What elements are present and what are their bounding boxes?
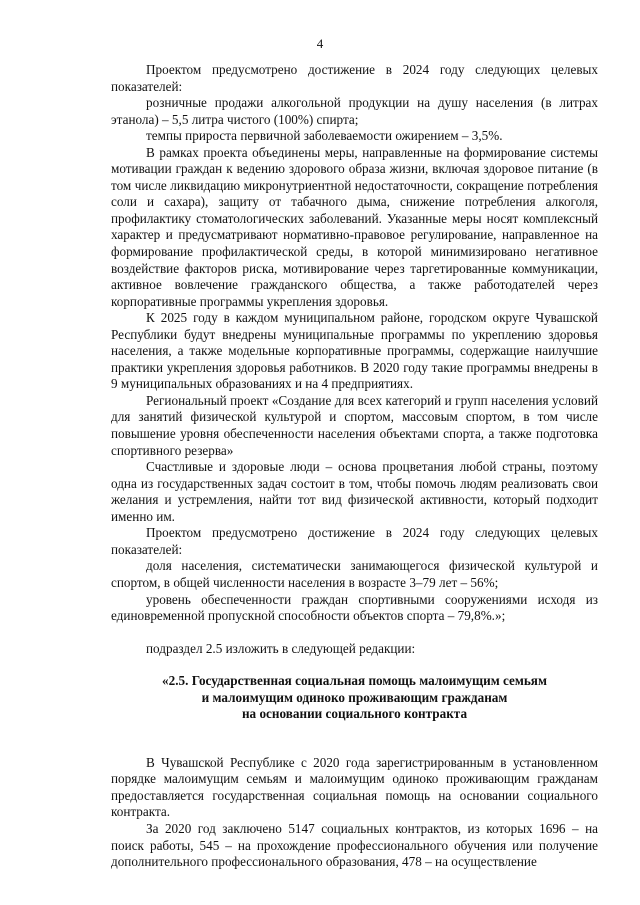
page-number: 4: [316, 36, 324, 51]
paragraph-sport-project: Региональный проект «Создание для всех категорий и групп населения условий для занятий физической культурой и спортом, массовым спортом, в том числе повышение уровня обеспеченности населения объектами спорта, а также подготовка спортивного резерва»: [111, 392, 598, 458]
paragraph-obesity-rate: темпы прироста первичной заболеваемости ожирением – 3,5%.: [146, 128, 503, 144]
paragraph-sport-share: доля населения, систематически занимающегося физической культурой и спортом, в общей численности населения в возрасте 3–79 лет – 56%;: [111, 558, 598, 590]
section-heading-line-2: и малоимущим одиноко проживающим гражданам: [201, 689, 508, 705]
section-heading-line-1: «2.5. Государственная социальная помощь малоимущим семьям: [162, 673, 547, 689]
paragraph-project-measures: В рамках проекта объединены меры, направленные на формирование системы мотивации граждан к ведению здорового образа жизни, включая здоровое питание (в том числе ликвидацию микронутриентной недостаточности, сокращение потребления соли и сахара), защиту от табачного дыма, снижение потребления алкоголя, профилактику стоматологических заболеваний. Указанные меры носят комплексный характер и предусматривают нормативно-правовое регулирование, направленное на формирование профилактической среды, в которой минимизировано негативное воздействие факторов риска, мотивирование через таргетированные коммуникации, активное вовлечение гражданского общества, а также работодателей через корпоративные программы укрепления здоровья.: [111, 144, 598, 309]
paragraph-sport-facilities: уровень обеспеченности граждан спортивными сооружениями исходя из единовременной пропускной способности объектов спорта – 79,8%.»;: [111, 591, 598, 624]
paragraph-happy-people: Счастливые и здоровые люди – основа процветания любой страны, поэтому одна из государственных задач состоит в том, чтобы помочь людям реализовать свои желания и устремления, найти тот вид физической активности, который подходит именно им.: [111, 459, 598, 524]
paragraph-contracts-2020: За 2020 год заключено 5147 социальных контрактов, из которых 1696 – на поиск работы, 545 – на прохождение профессионального обучения или получение дополнительного профессионального образования, 478 – на осуществление: [111, 820, 598, 870]
paragraph-targets-intro: Проектом предусмотрено достижение в 2024 году следующих целевых показателей:: [111, 62, 598, 94]
section-heading-line-3: на основании социального контракта: [241, 706, 468, 722]
document-body: [111, 62, 598, 871]
paragraph-alcohol-sales: розничные продажи алкогольной продукции на душу населения (в литрах этанола) – 5,5 литра чистого (100%) спирта;: [111, 95, 598, 127]
section-heading: [111, 673, 598, 723]
paragraph-municipal-programs: К 2025 году в каждом муниципальном районе, городском округе Чувашской Республики будут внедрены муниципальные программы по укреплению здоровья населения, а также модельные корпоративные программы, содержащие наилучшие практики укрепления здоровья работников. В 2020 году такие программы внедрены в 9 муниципальных образованиях и на 4 предприятиях.: [111, 310, 598, 392]
paragraph-sport-targets-intro: Проектом предусмотрено достижение в 2024 году следующих целевых показателей:: [111, 525, 598, 557]
paragraph-social-contract: В Чувашской Республике с 2020 года зарегистрированным в установленном порядке малоимущим семьям и малоимущим одиноко проживающим гражданам предоставляется государственная социальная помощь на основании социального контракта.: [111, 754, 598, 820]
paragraph-instruction: подраздел 2.5 изложить в следующей редакции:: [146, 640, 416, 656]
